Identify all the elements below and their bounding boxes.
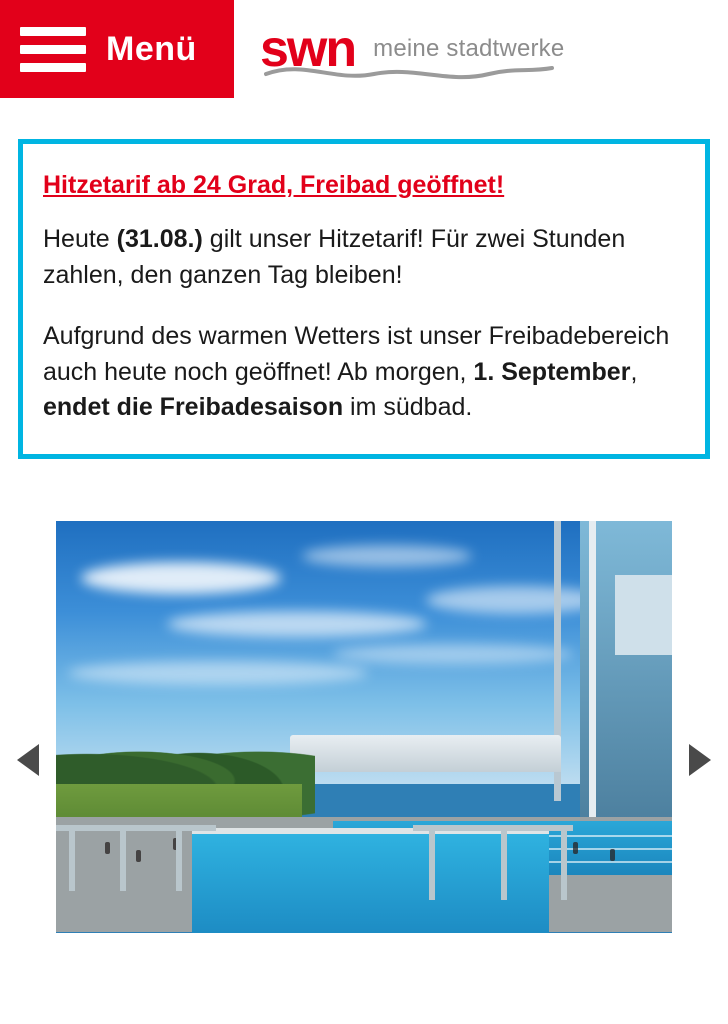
menu-button[interactable]: [0, 0, 234, 98]
arrow-right-icon: [689, 744, 711, 776]
notice-text-bold: endet die Freibadesaison: [43, 393, 344, 421]
arrow-left-icon: [17, 744, 39, 776]
photo-building: [580, 521, 672, 826]
logo-claim: meine stadtwerke: [373, 35, 565, 62]
notice-text-bold: (31.08.): [116, 225, 203, 253]
photo-railing: [56, 825, 216, 891]
notice-box: [18, 139, 710, 459]
photo-cloud: [167, 611, 427, 637]
notice-text: Aufgrund des warmen Wetters ist unser Freibadebereich auch heute noch geöffnet! Ab morgen,: [43, 322, 670, 386]
gallery-prev-button[interactable]: [0, 727, 56, 793]
notice-text: gilt unser Hitzetarif! Für zwei Stunden zahlen, den ganzen Tag bleiben!: [43, 225, 626, 289]
hamburger-menu-icon[interactable]: [20, 27, 86, 72]
notice-text: ,: [630, 357, 638, 386]
photo-railing: [413, 825, 573, 899]
notice-paragraph-2: [43, 319, 685, 426]
image-gallery: [0, 521, 728, 933]
photo-cloud: [68, 661, 368, 685]
notice-paragraph-1: [43, 222, 685, 293]
logo-wordmark: swn: [260, 20, 356, 78]
gallery-next-button[interactable]: [672, 727, 728, 793]
photo-cloud: [333, 644, 573, 664]
site-header: [0, 0, 728, 98]
gallery-image: [56, 521, 672, 933]
photo-roof: [290, 735, 561, 772]
notice-title: Hitzetarif ab 24 Grad, Freibad geöffnet!: [43, 171, 505, 199]
notice-text: im südbad.: [343, 393, 473, 421]
notice-text: Heute: [43, 225, 117, 253]
photo-cloud: [81, 562, 281, 594]
menu-button-label: Menü: [106, 29, 197, 68]
notice-text-bold: 1. September: [473, 357, 631, 386]
logo-wave-icon: [264, 62, 554, 84]
site-logo[interactable]: [234, 0, 728, 98]
